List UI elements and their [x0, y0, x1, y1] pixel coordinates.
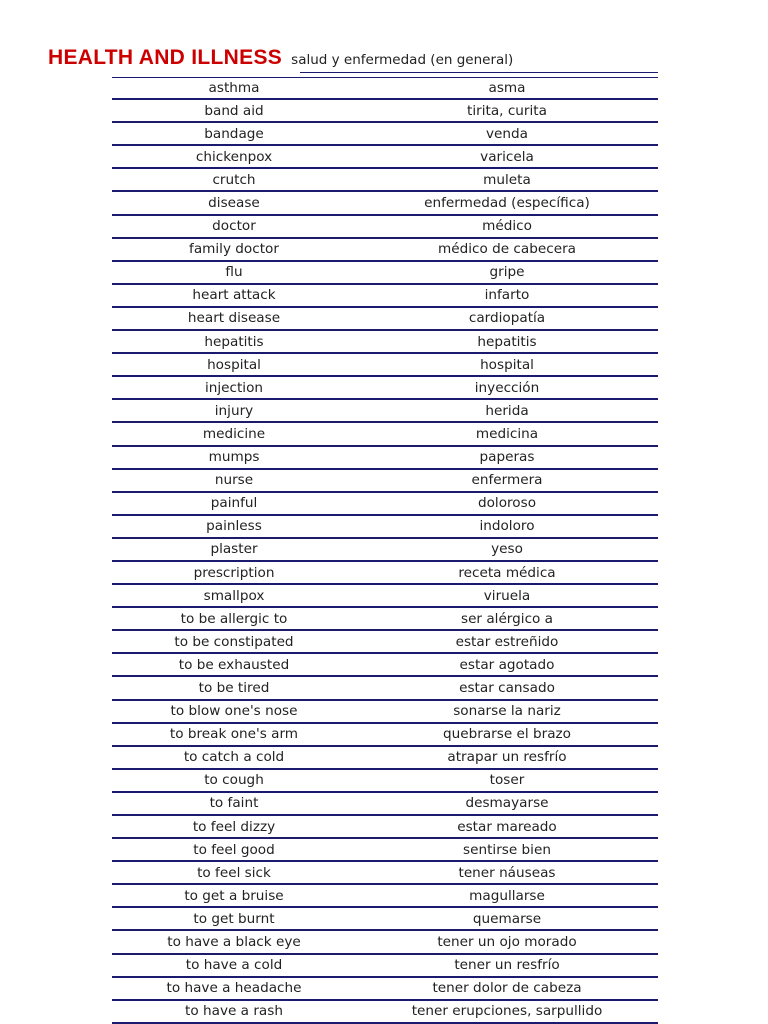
english-term: to cough: [204, 772, 264, 789]
english-term: heart attack: [192, 287, 276, 304]
english-term: to get a bruise: [184, 887, 284, 904]
table-row: [112, 169, 658, 192]
table-row: [112, 862, 658, 885]
table-row: [112, 216, 658, 239]
table-row: [112, 631, 658, 654]
english-term: to be allergic to: [180, 610, 288, 627]
spanish-term: tener un ojo morado: [437, 934, 577, 951]
spanish-term: sentirse bien: [463, 841, 551, 858]
table-row: [112, 146, 658, 169]
english-term: to faint: [209, 795, 259, 812]
spanish-term: indoloro: [479, 518, 535, 535]
table-row: [112, 493, 658, 516]
spanish-term: receta médica: [458, 564, 556, 581]
spanish-term: tener dolor de cabeza: [432, 980, 582, 997]
english-term: mumps: [208, 449, 260, 466]
english-term: asthma: [208, 80, 260, 97]
table-row: [112, 192, 658, 215]
english-term: to blow one's nose: [170, 703, 298, 720]
spanish-term: desmayarse: [465, 795, 549, 812]
table-row: [112, 816, 658, 839]
spanish-term: cardiopatía: [468, 310, 546, 327]
table-row: [112, 100, 658, 123]
table-row: [112, 308, 658, 331]
spanish-term: sonarse la nariz: [453, 703, 561, 720]
english-term: plaster: [210, 541, 258, 558]
english-term: to break one's arm: [169, 726, 299, 743]
spanish-term: varicela: [480, 148, 534, 165]
table-row: [112, 885, 658, 908]
english-term: doctor: [212, 218, 256, 235]
spanish-term: quebrarse el brazo: [443, 726, 571, 743]
spanish-term: herida: [485, 402, 529, 419]
page-subtitle: salud y enfermedad (en general): [291, 52, 514, 68]
spanish-term: estar agotado: [459, 656, 555, 673]
spanish-term: tener un resfrío: [454, 957, 560, 974]
english-term: hospital: [207, 356, 261, 373]
spanish-term: hepatitis: [477, 333, 537, 350]
spanish-term: gripe: [489, 264, 525, 281]
table-row: [112, 354, 658, 377]
vocabulary-table: [112, 77, 658, 1024]
table-row: [112, 978, 658, 1001]
table-row: [112, 470, 658, 493]
english-term: crutch: [212, 171, 256, 188]
english-term: injection: [204, 379, 264, 396]
spanish-term: tener erupciones, sarpullido: [411, 1003, 603, 1020]
english-term: medicine: [202, 425, 266, 442]
table-row: [112, 239, 658, 262]
table-row: [112, 377, 658, 400]
table-row: [112, 516, 658, 539]
spanish-term: ser alérgico a: [460, 610, 554, 627]
table-row: [112, 423, 658, 446]
table-row: [112, 793, 658, 816]
spanish-term: paperas: [479, 449, 535, 466]
header-rule: [300, 72, 658, 73]
spanish-term: médico de cabecera: [438, 241, 576, 258]
table-row: [112, 955, 658, 978]
spanish-term: toser: [489, 772, 525, 789]
english-term: heart disease: [187, 310, 281, 327]
english-term: nurse: [214, 472, 254, 489]
english-term: injury: [214, 402, 254, 419]
spanish-term: estar cansado: [459, 679, 555, 696]
table-row: [112, 747, 658, 770]
spanish-term: médico: [482, 218, 532, 235]
spanish-term: enfermera: [471, 472, 543, 489]
table-row: [112, 931, 658, 954]
table-row: [112, 539, 658, 562]
english-term: to feel sick: [197, 864, 271, 881]
table-row: [112, 285, 658, 308]
english-term: to catch a cold: [183, 749, 285, 766]
table-row: [112, 400, 658, 423]
table-row: [112, 585, 658, 608]
table-row: [112, 677, 658, 700]
table-row: [112, 331, 658, 354]
english-term: flu: [225, 264, 243, 281]
page-title: HEALTH AND ILLNESS: [48, 46, 283, 69]
english-term: prescription: [193, 564, 275, 581]
page-header: [48, 46, 513, 70]
english-term: to feel dizzy: [192, 818, 276, 835]
english-term: to be constipated: [174, 633, 294, 650]
english-term: family doctor: [189, 241, 279, 258]
english-term: to get burnt: [193, 910, 275, 927]
spanish-term: atrapar un resfrío: [447, 749, 567, 766]
spanish-term: medicina: [475, 425, 539, 442]
english-term: to be tired: [198, 679, 270, 696]
spanish-term: muleta: [483, 171, 531, 188]
english-term: chickenpox: [195, 148, 273, 165]
table-row: [112, 839, 658, 862]
spanish-term: enfermedad (específica): [424, 195, 590, 212]
spanish-term: infarto: [484, 287, 530, 304]
table-row: [112, 77, 658, 100]
english-term: to be exhausted: [178, 656, 290, 673]
english-term: to feel good: [193, 841, 275, 858]
english-term: hepatitis: [204, 333, 264, 350]
spanish-term: magullarse: [469, 887, 545, 904]
table-row: [112, 1001, 658, 1024]
spanish-term: doloroso: [477, 495, 537, 512]
english-term: painless: [206, 518, 262, 535]
spanish-term: tirita, curita: [467, 102, 547, 119]
table-row: [112, 701, 658, 724]
spanish-term: hospital: [480, 356, 534, 373]
table-row: [112, 654, 658, 677]
english-term: disease: [208, 195, 260, 212]
spanish-term: estar estreñido: [455, 633, 559, 650]
table-row: [112, 724, 658, 747]
english-term: painful: [210, 495, 258, 512]
english-term: band aid: [204, 102, 264, 119]
english-term: to have a headache: [166, 980, 302, 997]
table-row: [112, 908, 658, 931]
table-row: [112, 123, 658, 146]
spanish-term: inyección: [474, 379, 540, 396]
english-term: to have a cold: [185, 957, 283, 974]
spanish-term: yeso: [491, 541, 523, 558]
english-term: smallpox: [203, 587, 265, 604]
english-term: to have a rash: [185, 1003, 283, 1020]
table-row: [112, 608, 658, 631]
spanish-term: quemarse: [472, 910, 542, 927]
spanish-term: estar mareado: [457, 818, 557, 835]
spanish-term: tener náuseas: [458, 864, 556, 881]
table-row: [112, 262, 658, 285]
table-row: [112, 447, 658, 470]
table-row: [112, 562, 658, 585]
english-term: bandage: [204, 125, 264, 142]
table-row: [112, 770, 658, 793]
english-term: to have a black eye: [167, 934, 301, 951]
spanish-term: venda: [486, 125, 528, 142]
spanish-term: asma: [488, 80, 526, 97]
spanish-term: viruela: [483, 587, 531, 604]
